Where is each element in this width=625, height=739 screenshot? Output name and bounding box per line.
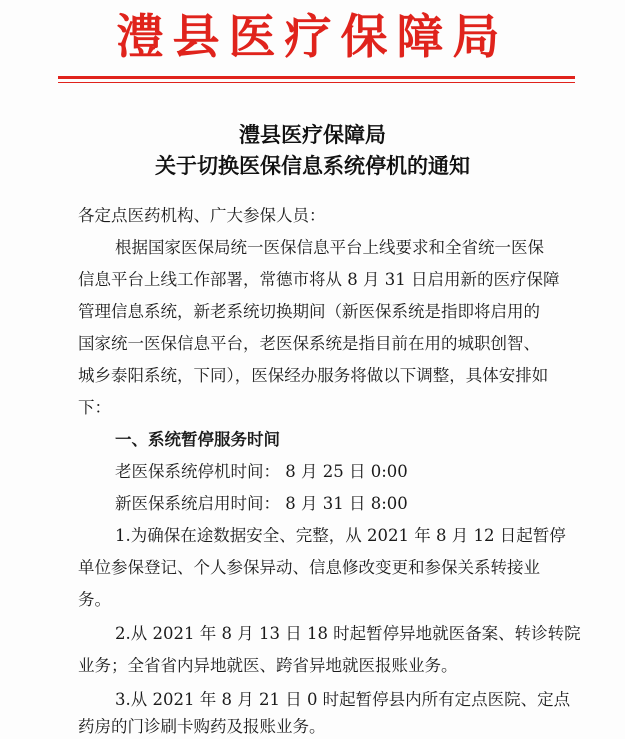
intro-line-3: 管理信息系统，新老系统切换期间（新医保系统是指即将启用的 (78, 302, 540, 321)
new-system-start-time: 新医保系统启用时间： 8 月 31 日 8:00 (115, 494, 408, 513)
letterhead-rule-thick (58, 76, 575, 79)
notice-title-line-2: 关于切换医保信息系统停机的通知 (155, 154, 470, 178)
old-system-stop-time: 老医保系统停机时间： 8 月 25 日 0:00 (115, 462, 408, 481)
item-3-line-2: 药房的门诊刷卡购药及报账业务。 (78, 717, 326, 736)
item-1-line-1: 1.为确保在途数据安全、完整，从 2021 年 8 月 12 日起暂停 (115, 526, 566, 545)
intro-line-1: 根据国家医保局统一医保信息平台上线要求和全省统一医保 (115, 238, 544, 257)
section-heading: 一、系统暂停服务时间 (115, 430, 280, 449)
intro-line-4: 国家统一医保信息平台，老医保系统是指目前在用的城职创智、 (78, 334, 540, 353)
intro-line-6: 下： (78, 398, 111, 417)
letterhead-rule-thin (58, 82, 575, 83)
item-3-line-1: 3.从 2021 年 8 月 21 日 0 时起暂停县内所有定点医院、定点 (115, 690, 571, 709)
intro-line-2: 信息平台上线工作部署，常德市将从 8 月 31 日启用新的医疗保障 (78, 270, 560, 289)
letterhead-title: 澧县医疗保障局 (116, 10, 509, 65)
item-1-line-2: 单位参保登记、个人参保异动、信息修改变更和参保关系转接业 (78, 558, 540, 577)
item-2-line-2: 业务；全省省内异地就医、跨省异地就医报账业务。 (78, 656, 458, 675)
notice-title-line-1: 澧县医疗保障局 (239, 123, 386, 147)
salutation: 各定点医药机构、广大参保人员： (78, 206, 326, 225)
item-1-line-3: 务。 (78, 590, 111, 609)
intro-line-5: 城乡泰阳系统，下同），医保经办服务将做以下调整，具体安排如 (78, 366, 549, 385)
item-2-line-1: 2.从 2021 年 8 月 13 日 18 时起暂停异地就医备案、转诊转院 (115, 624, 581, 643)
